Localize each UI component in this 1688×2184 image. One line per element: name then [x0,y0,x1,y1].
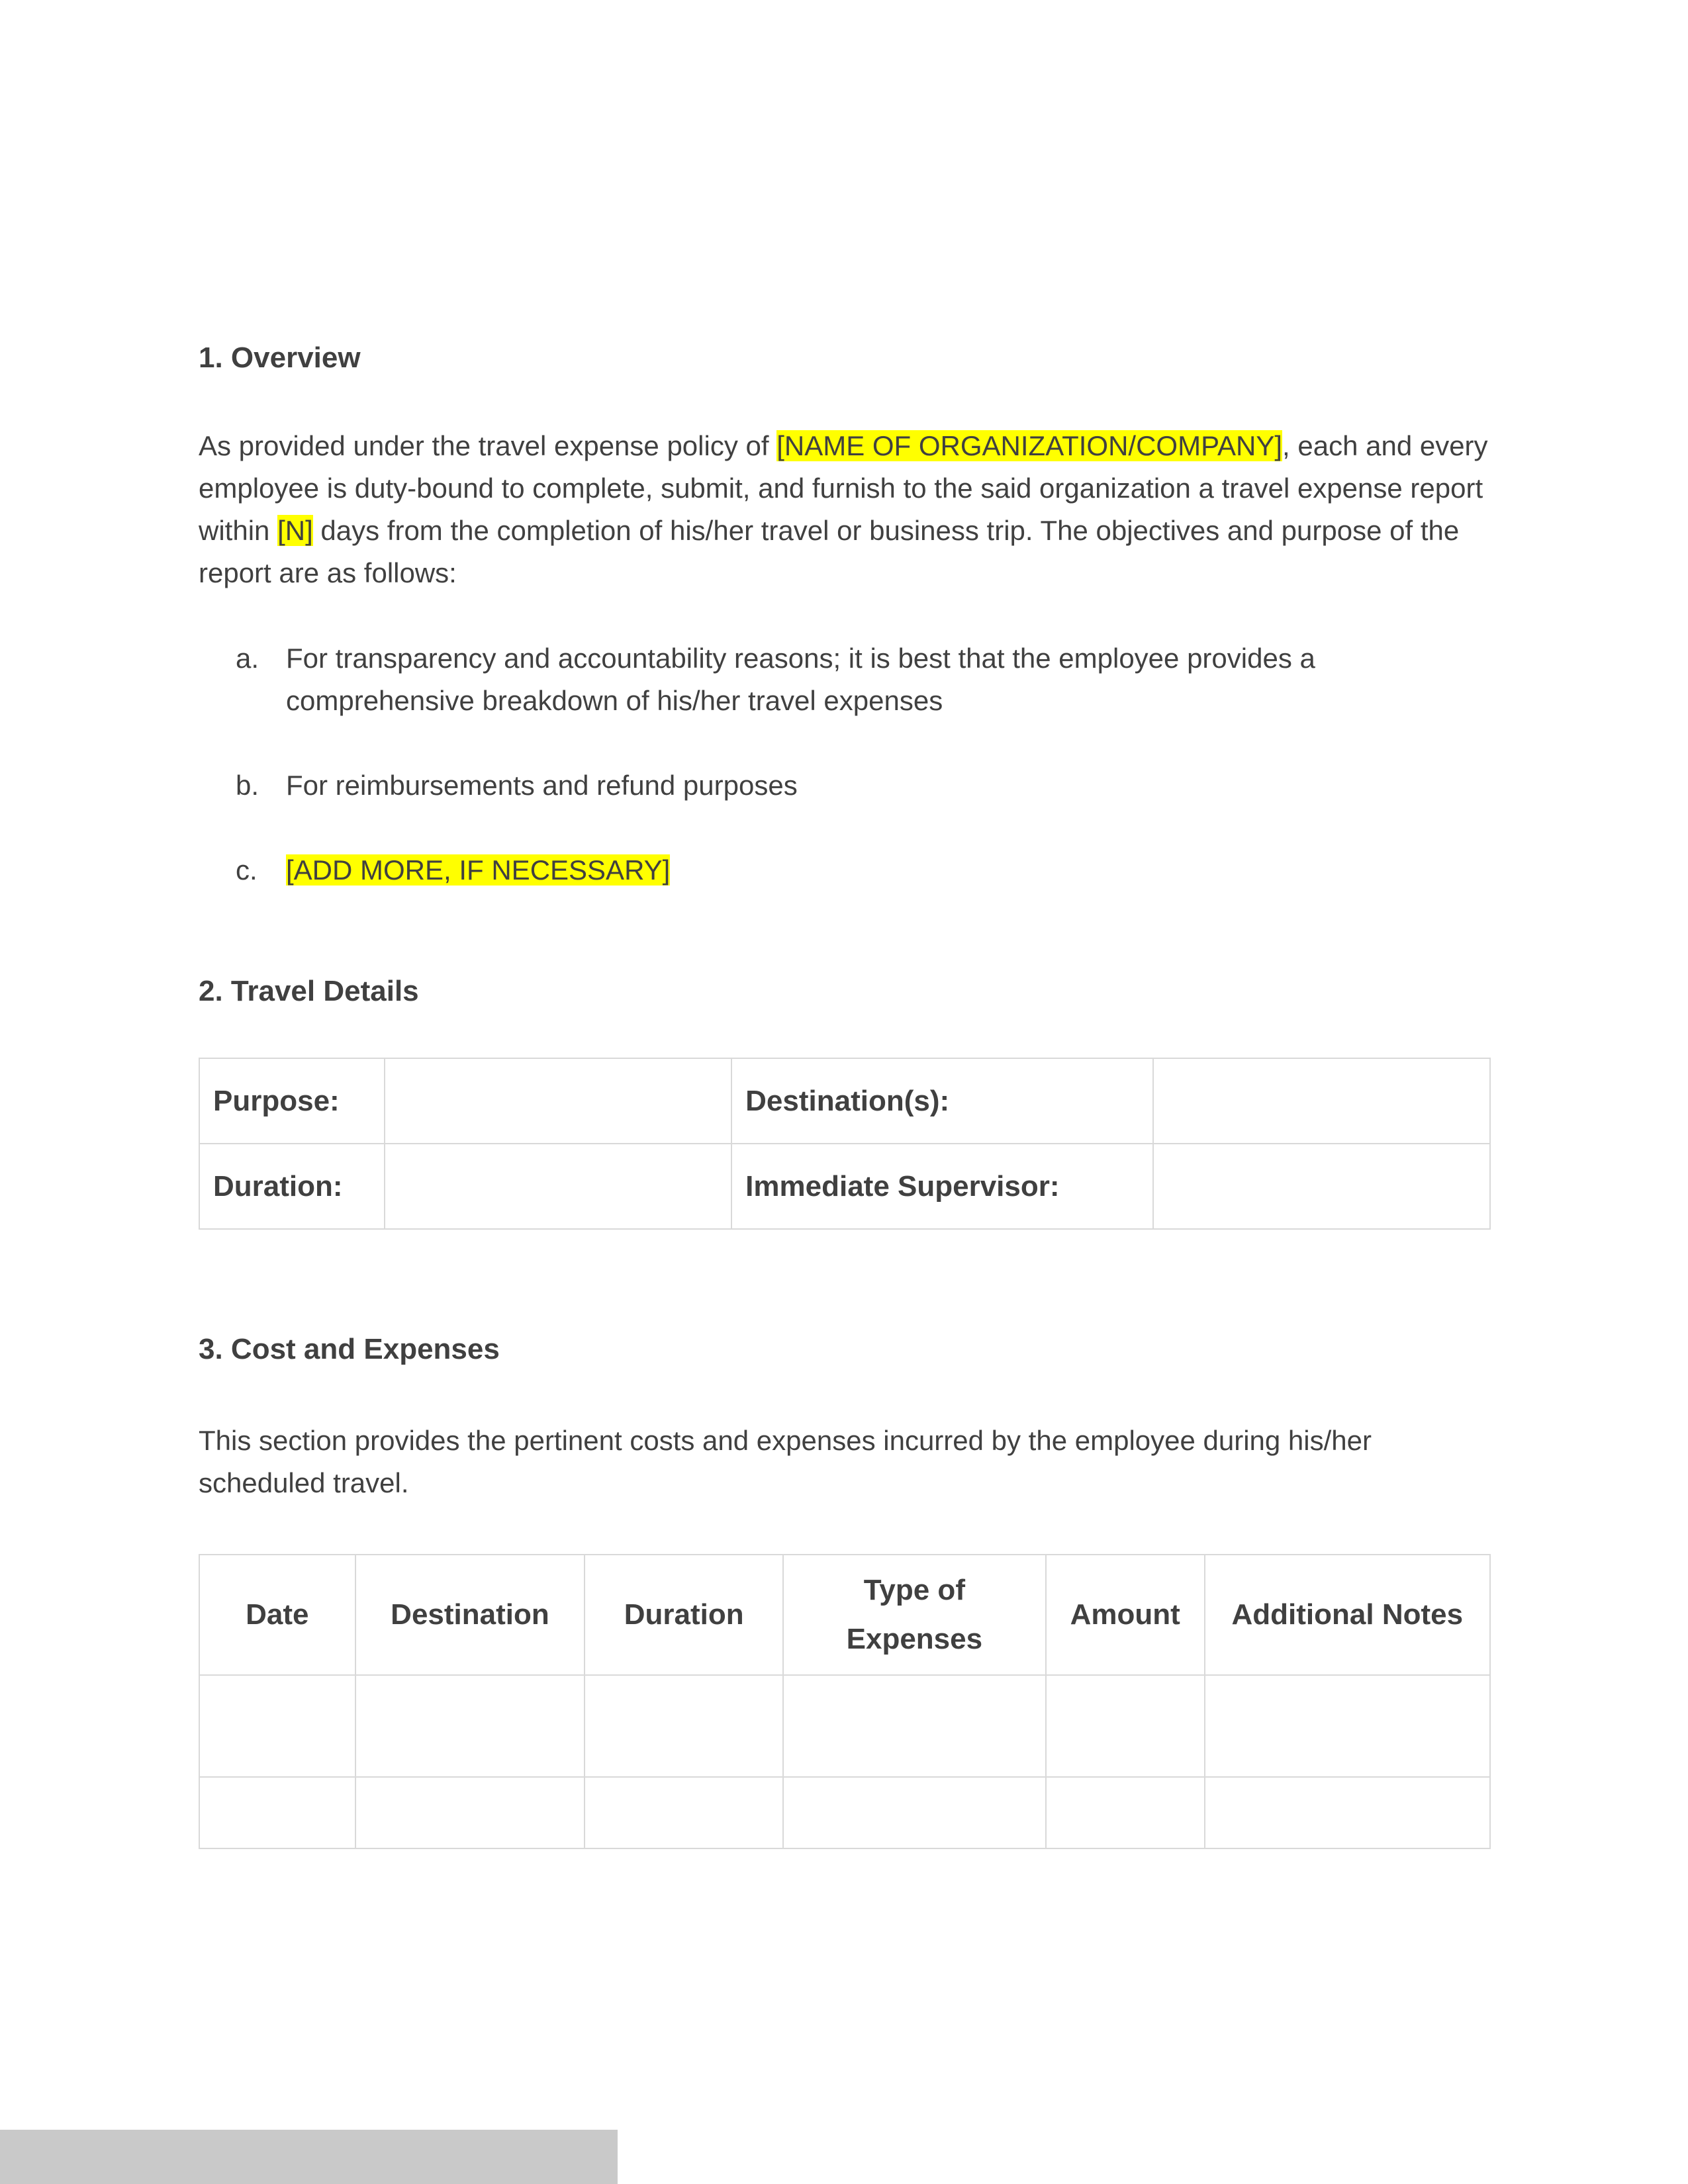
list-marker: b. [236,769,259,801]
table-cell[interactable] [1205,1777,1490,1848]
section-travel-details-title: 2. Travel Details [199,974,419,1007]
add-more-placeholder: [ADD MORE, IF NECESSARY] [286,854,671,886]
list-item-text: For reimbursements and refund purposes [286,769,798,801]
travel-details-table [199,1058,1491,1230]
overview-text-part2: , each and every employee is duty-bound to complete, submit, and furnish to the said organization a travel expense report within [199,430,1488,546]
overview-paragraph [199,425,1491,594]
list-item [199,637,1491,722]
column-header-date: Date [199,1555,355,1675]
column-header-amount: Amount [1046,1555,1205,1675]
overview-text-part3: days from the completion of his/her travel or business trip. The objectives and purpose of the report are as follows: [199,514,1460,588]
table-cell[interactable] [199,1777,355,1848]
objectives-list [199,637,1491,891]
table-cell[interactable] [585,1777,783,1848]
table-cell[interactable] [355,1675,585,1777]
table-row [199,1777,1490,1848]
organization-placeholder: [NAME OF ORGANIZATION/COMPANY] [776,430,1283,461]
table-cell[interactable] [1205,1675,1490,1777]
table-cell[interactable] [783,1777,1046,1848]
destinations-value-cell[interactable] [1153,1058,1490,1144]
column-header-destination: Destination [355,1555,585,1675]
column-header-duration: Duration [585,1555,783,1675]
table-cell[interactable] [585,1675,783,1777]
list-marker: a. [236,642,259,674]
document-content [199,331,1491,1849]
table-row [199,1675,1490,1777]
list-item-text: For transparency and accountability reasons; it is best that the employee provides a comprehensive breakdown of his/her travel expenses [286,642,1315,716]
table-cell[interactable] [199,1675,355,1777]
destinations-label: Destination(s): [731,1058,1153,1144]
section-overview-title: 1. Overview [199,341,361,374]
supervisor-value-cell[interactable] [1153,1144,1490,1229]
table-cell[interactable] [1046,1777,1205,1848]
column-header-type-of-expenses: Type of Expenses [783,1555,1046,1675]
overview-text-part1: As provided under the travel expense policy of [199,430,777,461]
table-row [199,1058,1490,1144]
duration-label: Duration: [199,1144,385,1229]
table-cell[interactable] [355,1777,585,1848]
footer-bar [0,2130,618,2184]
table-row [199,1144,1490,1229]
list-marker: c. [236,854,258,886]
list-item [199,764,1491,807]
days-placeholder: [N] [277,514,313,546]
column-header-additional-notes: Additional Notes [1205,1555,1490,1675]
table-header-row [199,1555,1490,1675]
table-cell[interactable] [1046,1675,1205,1777]
expenses-table [199,1554,1491,1849]
table-cell[interactable] [783,1675,1046,1777]
purpose-value-cell[interactable] [385,1058,731,1144]
duration-value-cell[interactable] [385,1144,731,1229]
supervisor-label: Immediate Supervisor: [731,1144,1153,1229]
cost-expenses-paragraph: This section provides the pertinent costs and expenses incurred by the employee during his/her scheduled travel. [199,1424,1372,1498]
purpose-label: Purpose: [199,1058,385,1144]
section-cost-expenses-title: 3. Cost and Expenses [199,1333,500,1366]
list-item [199,849,1491,891]
